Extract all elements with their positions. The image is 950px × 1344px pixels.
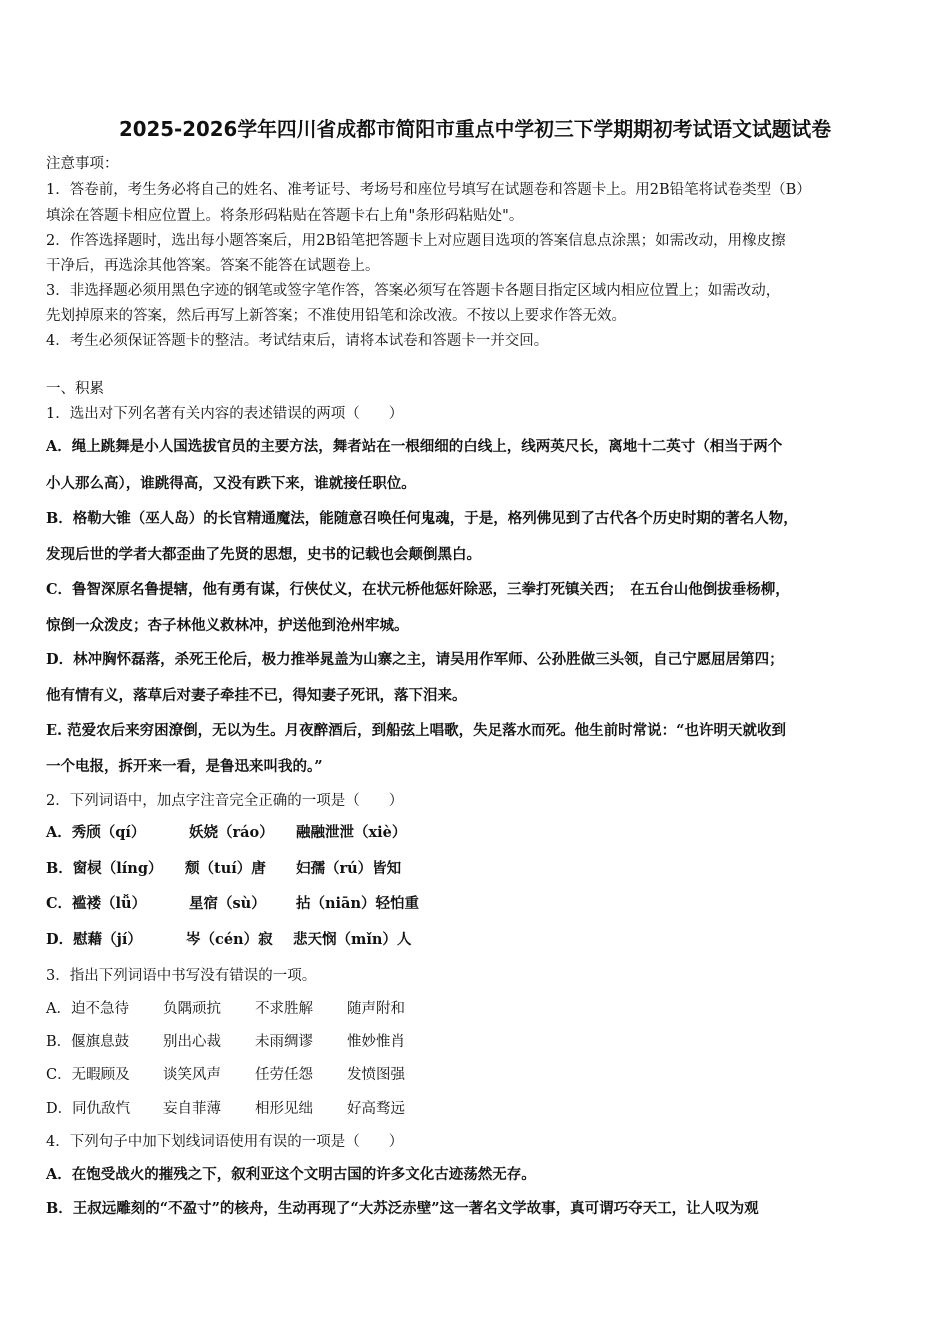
question-3-option <box>46 997 405 1018</box>
question-4-line: A．在饱受战火的摧残之下，叙利亚这个文明古国的许多文化古迹荡然无存。 <box>46 1166 536 1183</box>
option-item: 妄自菲薄 <box>163 1101 221 1117</box>
question-1-line: 发现后世的学者大都歪曲了先贤的思想，史书的记载也会颠倒黑白。 <box>46 546 481 563</box>
notice-heading: 注意事项： <box>46 156 119 172</box>
question-3-option <box>46 1030 405 1051</box>
notice-line: 填涂在答题卡相应位置上。将条形码粘贴在答题卡右上角"条形码粘贴处"。 <box>46 208 524 224</box>
question-2-stem: 2．下列词语中，加点字注音完全正确的一项是（ ） <box>46 793 404 809</box>
option-item: 妖娆（ráo） <box>189 824 274 841</box>
notice-line: 2．作答选择题时，选出每小题答案后，用2B铅笔把答题卡上对应题目选项的答案信息点涂黑；如需改动，用橡皮擦 <box>46 233 786 249</box>
question-1-line: 惊倒一众泼皮；杏子林他义救林冲，护送他到沧州牢城。 <box>46 617 409 634</box>
question-3-option <box>46 1097 405 1118</box>
question-1-line: 一个电报，拆开来一看，是鲁迅来叫我的。” <box>46 758 323 775</box>
notice-line: 3．非选择题必须用黑色字迹的钢笔或签字笔作答，答案必须写在答题卡各题目指定区域内相应位置上；如需改动， <box>46 283 781 299</box>
question-2-option <box>46 821 406 842</box>
question-1-line: C．鲁智深原名鲁提辖，他有勇有谋，行侠仗义，在状元桥他惩奸除恶，三拳打死镇关西； 在五台山他倒拔垂杨柳， <box>46 581 790 598</box>
question-4-line: B．王叔远雕刻的“不盈寸”的核舟，生动再现了“大苏泛赤壁”这一著名文学故事，真可谓巧夺天工，让人叹为观 <box>46 1200 759 1217</box>
option-item: B．偃旗息鼓 <box>46 1034 130 1050</box>
section-heading: 一、积累 <box>46 381 104 397</box>
option-item: 星宿（sù） <box>189 895 266 912</box>
question-1-line: A．绳上跳舞是小人国选拔官员的主要方法，舞者站在一根细细的白线上，线两英尺长，离地十二英寸（相当于两个 <box>46 438 783 455</box>
option-item: C．无暇顾及 <box>46 1067 130 1083</box>
option-item: 任劳任怨 <box>255 1067 313 1083</box>
question-2-option <box>46 857 401 878</box>
question-1-line: D．林冲胸怀磊落，杀死王伦后，极力推举晁盖为山寨之主，请吴用作军师、公孙胜做三头领，自己宁愿屈居第四； <box>46 651 784 668</box>
option-item: 岑（cén）寂 <box>186 931 273 948</box>
question-1-line: 小人那么高），谁跳得高，又没有跌下来，谁就接任职位。 <box>46 475 416 492</box>
question-1-line: B．格勒大锥（巫人岛）的长官精通魔法，能随意召唤任何鬼魂，于是，格列佛见到了古代各个历史时期的著名人物， <box>46 510 798 527</box>
question-2-option <box>46 892 419 913</box>
notice-line: 1．答卷前，考生务必将自己的姓名、准考证号、考场号和座位号填写在试题卷和答题卡上。用2B铅笔将试卷类型（B） <box>46 182 811 198</box>
question-4-stem: 4．下列句子中加下划线词语使用有误的一项是（ ） <box>46 1134 404 1150</box>
question-3-stem: 3．指出下列词语中书写没有错误的一项。 <box>46 968 317 984</box>
notice-line: 4．考生必须保证答题卡的整洁。考试结束后，请将本试卷和答题卡一并交回。 <box>46 333 549 349</box>
option-item: 随声附和 <box>347 1001 405 1017</box>
option-item: 谈笑风声 <box>163 1067 221 1083</box>
option-item: C．褴褛（lǚ） <box>46 895 147 912</box>
option-item: 未雨绸谬 <box>255 1034 313 1050</box>
option-item: A．迫不急待 <box>46 1001 129 1017</box>
question-3-option <box>46 1063 405 1084</box>
option-item: 拈（niān）轻怕重 <box>296 895 419 912</box>
option-item: D．同仇敌忾 <box>46 1101 131 1117</box>
option-item: 负隅顽抗 <box>163 1001 221 1017</box>
option-item: 别出心裁 <box>163 1034 221 1050</box>
option-item: 颓（tuí）唐 <box>185 860 266 877</box>
question-2-option <box>46 928 411 949</box>
option-item: 不求胜解 <box>255 1001 313 1017</box>
question-1-line: E. 范爱农后来穷困潦倒，无以为生。月夜醉酒后，到船弦上唱歌，失足落水而死。他生前时常说：“也许明天就收到 <box>46 722 786 739</box>
option-item: A．秀颀（qí） <box>46 824 146 841</box>
notice-line: 干净后，再选涂其他答案。答案不能答在试题卷上。 <box>46 258 380 274</box>
notice-line: 先划掉原来的答案，然后再写上新答案；不准使用铅笔和涂改液。不按以上要求作答无效。 <box>46 308 626 324</box>
option-item: B．窗棂（líng） <box>46 860 163 877</box>
option-item: 融融泄泄（xiè） <box>296 824 407 841</box>
question-1-line: 他有情有义，落草后对妻子牵挂不已，得知妻子死讯，落下泪来。 <box>46 687 467 704</box>
option-item: 好高骛远 <box>347 1101 405 1117</box>
page-title: 2025-2026学年四川省成都市简阳市重点中学初三下学期期初考试语文试题试卷 <box>118 117 832 141</box>
question-1-stem: 1．选出对下列名著有关内容的表述错误的两项（ ） <box>46 406 404 422</box>
option-item: 惟妙惟肖 <box>347 1034 405 1050</box>
option-item: 悲天悯（mǐn）人 <box>293 931 412 948</box>
option-item: D．慰藉（jí） <box>46 931 142 948</box>
option-item: 妇孺（rú）皆知 <box>296 860 402 877</box>
option-item: 发愤图强 <box>347 1067 405 1083</box>
option-item: 相形见绌 <box>255 1101 313 1117</box>
